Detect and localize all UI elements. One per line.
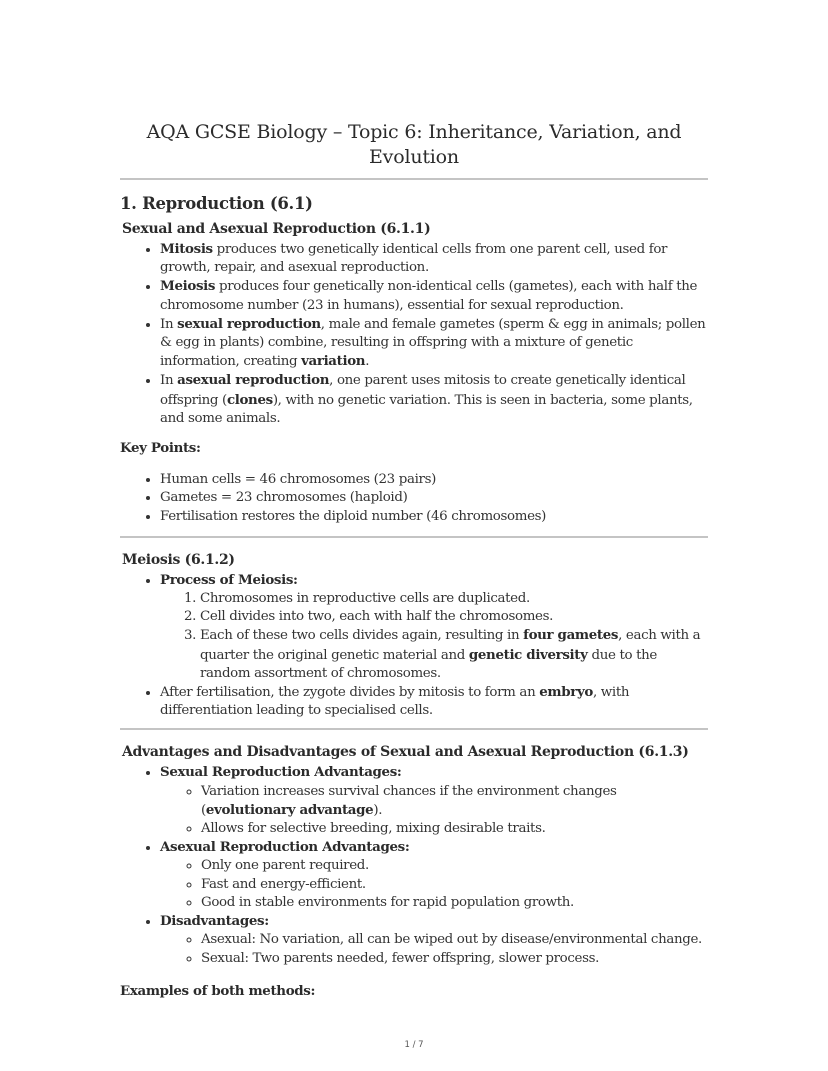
list-item-process [160, 571, 708, 683]
group-label: Disadvantages: [160, 913, 269, 930]
section-heading-reproduction: 1. Reproduction (6.1) [120, 194, 313, 213]
key-point-item: • Human cells = 46 chromosomes (23 pairs) [160, 471, 708, 489]
list-item-asexual-reproduction [160, 371, 708, 428]
subsection-heading: Meiosis (6.1.2) [122, 551, 235, 568]
sub-list-item: ◦ Sexual: Two parents needed, fewer offspring, slower process. [201, 950, 708, 968]
list-item-text: ), with no genetic variation. This is seen in bacteria, some plants, and some animals. [160, 392, 693, 426]
list-item-after-fertilisation [160, 683, 708, 720]
term-meiosis: Meiosis [160, 278, 216, 295]
step-text: due to the random assortment of chromosomes. [200, 647, 657, 681]
key-point-item: • Fertilisation restores the diploid number (46 chromosomes) [160, 508, 708, 526]
key-point-item: • Gametes = 23 chromosomes (haploid) [160, 489, 708, 507]
key-points-list [120, 471, 708, 526]
section-divider [120, 536, 708, 538]
list-item-text: , male and female gametes (sperm & egg in animals; pollen & egg in plants) combine, resulting in offspring with a mixture of genetic information, creating [160, 316, 706, 370]
list-item-mitosis [160, 240, 708, 277]
list-item-sexual-reproduction [160, 315, 708, 372]
list-item-text: produces four genetically non-identical cells (gametes), each with half the chromosome number (23 in humans), essential for sexual reproduction. [160, 279, 698, 313]
term-genetic-diversity: genetic diversity [468, 646, 588, 663]
key-points-label: Key Points: [120, 440, 201, 457]
step-item: 1. Chromosomes in reproductive cells are duplicated. [200, 590, 708, 608]
step-text: , each with a quarter the original genetic material and [200, 628, 701, 663]
sub-list [160, 857, 708, 912]
title-divider [120, 178, 708, 180]
page-indicator: 1 / 7 [404, 1040, 424, 1050]
sub-list-item: ◦ Asexual: No variation, all can be wiped out by disease/environmental change. [201, 931, 708, 949]
meiosis-steps [160, 590, 708, 683]
sub-list-item: ◦ Fast and energy-efficient. [201, 876, 708, 894]
sub-list-item: ◦ Good in stable environments for rapid population growth. [201, 894, 708, 912]
document-title: AQA GCSE Biology – Topic 6: Inheritance, Variation, and Evolution [146, 121, 682, 168]
list-item-text: produces two genetically identical cells from one parent cell, used for growth, repair, and asexual reproduction. [160, 242, 668, 276]
subsection-heading: Sexual and Asexual Reproduction (6.1.1) [122, 221, 431, 237]
subsection-advantages [120, 742, 708, 999]
step-item: 2. Cell divides into two, each with half the chromosomes. [200, 608, 708, 626]
term-asexual-reproduction: asexual reproduction [177, 372, 330, 389]
term-sexual-reproduction: sexual reproduction [177, 315, 321, 332]
list-item-text: In [160, 316, 178, 332]
group-asexual-advantages [160, 838, 708, 912]
group-disadvantages [160, 912, 708, 968]
step-text: Each of these two cells divides again, resulting in [200, 628, 524, 644]
term-clones: clones [226, 391, 273, 408]
group-label: Asexual Reproduction Advantages: [160, 839, 410, 856]
sub-list [160, 931, 708, 967]
group-sexual-advantages [160, 763, 708, 838]
sub-list [160, 783, 708, 839]
list-item-text: . [365, 354, 370, 370]
list-item-text: , with differentiation leading to specialised cells. [160, 685, 630, 719]
term-variation: variation [301, 353, 366, 370]
sub-list-text: ). [373, 802, 383, 818]
sub-list-item: ◦ Allows for selective breeding, mixing desirable traits. [201, 820, 708, 838]
advantages-list [120, 763, 708, 967]
list-item-text: , one parent uses mitosis to create genetically identical offspring ( [160, 373, 686, 408]
process-label: Process of Meiosis: [160, 571, 298, 588]
step-item [200, 626, 708, 683]
sub-list-text: Variation increases survival chances if the environment changes ( [201, 783, 617, 818]
group-label: Sexual Reproduction Advantages: [160, 764, 402, 781]
term-mitosis: Mitosis [160, 241, 213, 257]
meiosis-list [120, 571, 708, 721]
subsection-meiosis [120, 550, 708, 721]
subsection-heading: Advantages and Disadvantages of Sexual and Asexual Reproduction (6.1.3) [122, 744, 689, 761]
examples-label: Examples of both methods: [120, 982, 316, 999]
reproduction-list [120, 240, 708, 428]
term-evolutionary-advantage: evolutionary advantage [205, 801, 374, 818]
list-item-meiosis [160, 277, 708, 314]
sub-list-item: ◦ Only one parent required. [201, 857, 708, 875]
sub-list-item [201, 783, 708, 820]
subsection-sexual-asexual [120, 219, 708, 526]
list-item-text: After fertilisation, the zygote divides by mitosis to form an [160, 685, 540, 701]
term-four-gametes: four gametes [523, 627, 619, 644]
list-item-text: In [160, 373, 178, 389]
section-divider [120, 728, 708, 730]
term-embryo: embryo [539, 684, 593, 701]
document-page [120, 120, 708, 1000]
